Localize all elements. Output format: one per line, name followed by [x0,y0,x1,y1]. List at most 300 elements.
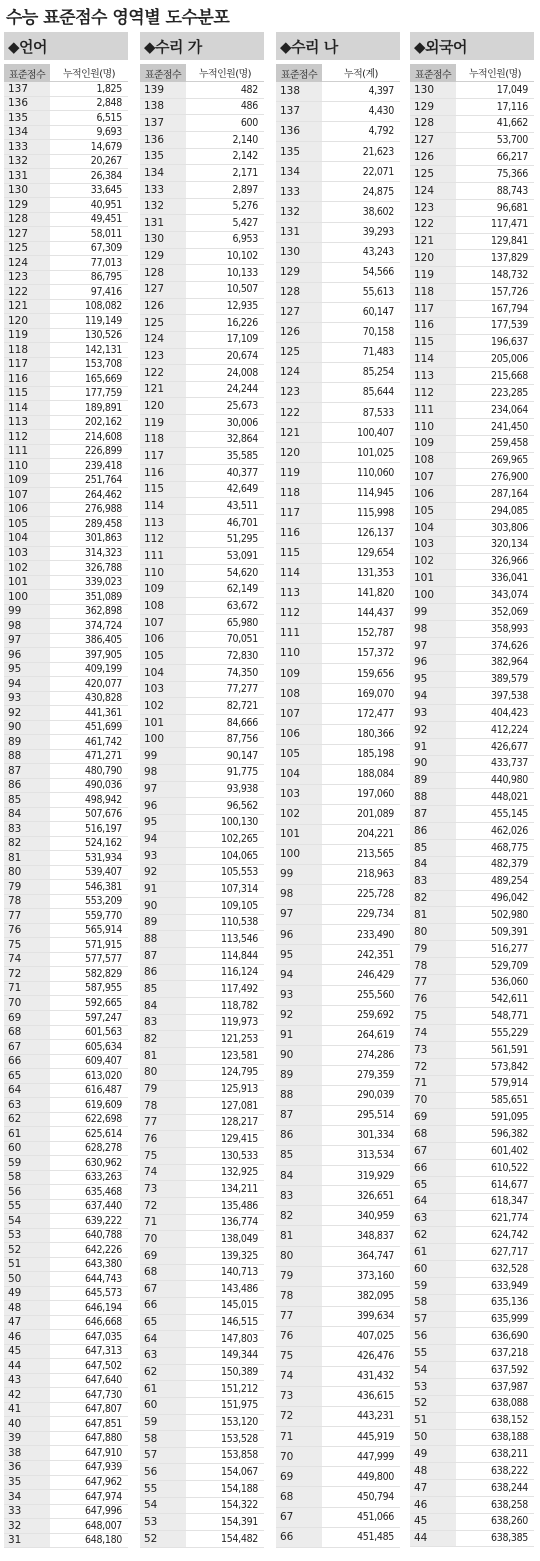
table-row [4,1214,128,1229]
score-cell: 75 [4,938,50,952]
score-cell: 118 [4,343,50,357]
cumulative-cell: 246,429 [357,968,394,981]
score-cell: 79 [140,1081,186,1097]
cumulative-cell: 616,487 [85,1084,122,1097]
cumulative-cell: 154,188 [221,1482,258,1495]
score-cell: 106 [276,725,322,744]
table-row [410,722,534,739]
table-row [140,282,264,299]
table-row [4,256,128,271]
score-cell: 102 [276,805,322,824]
table-row [4,1040,128,1055]
table-row [4,82,128,97]
table-row [4,401,128,416]
cumulative-cell: 110,538 [221,916,258,929]
table-row [4,1113,128,1128]
table-row [140,1048,264,1065]
score-cell: 130 [4,184,50,198]
cumulative-cell: 449,800 [357,1470,394,1483]
table-row [410,335,534,352]
table-row [140,915,264,932]
table-row [276,1447,400,1467]
table-row [4,953,128,968]
table-row [276,624,400,644]
cumulative-cell: 85,644 [362,386,394,399]
score-cell: 62 [410,1227,456,1243]
cumulative-cell: 635,136 [491,1296,528,1309]
score-cell: 125 [410,166,456,182]
table-row [410,116,534,133]
cumulative-cell: 144,437 [357,607,394,620]
table-body [276,82,400,1548]
cumulative-cell: 10,507 [226,283,258,296]
table-row [4,779,128,794]
table-row [276,584,400,604]
cumulative-cell: 70,051 [226,633,258,646]
table-row [4,1229,128,1244]
cumulative-cell: 66,217 [496,151,528,164]
cumulative-cell: 646,668 [85,1316,122,1329]
table-row [276,142,400,162]
table-row [140,482,264,499]
score-cell: 53 [410,1379,456,1395]
table-row [276,1387,400,1407]
table-row [140,615,264,632]
table-row [4,242,128,257]
score-cell: 61 [4,1127,50,1141]
score-cell: 117 [140,448,186,464]
cumulative-cell: 374,724 [85,619,122,632]
score-cell: 123 [410,200,456,216]
score-cell: 69 [4,1011,50,1025]
score-cell: 101 [4,576,50,590]
cumulative-cell: 536,060 [491,976,528,989]
cumulative-cell: 642,226 [85,1243,122,1256]
score-cell: 44 [4,1359,50,1373]
table-row [276,1106,400,1126]
cumulative-cell: 320,134 [491,538,528,551]
score-cell: 115 [140,482,186,498]
cumulative-cell: 468,775 [491,841,528,854]
cumulative-cell: 645,573 [85,1287,122,1300]
table-row [4,721,128,736]
table-row [140,1115,264,1132]
table-row [410,368,534,385]
table-row [4,1156,128,1171]
score-cell: 92 [276,1006,322,1025]
cumulative-cell: 127,081 [221,1099,258,1112]
cumulative-cell: 451,066 [357,1510,394,1523]
score-cell: 54 [4,1214,50,1228]
cumulative-cell: 251,764 [85,474,122,487]
score-cell: 139 [140,82,186,98]
score-cell: 36 [4,1461,50,1475]
cumulative-cell: 177,759 [85,387,122,400]
table-row [276,463,400,483]
score-cell: 46 [4,1330,50,1344]
cumulative-cell: 205,006 [491,353,528,366]
table-row [410,554,534,571]
table-row [4,1287,128,1302]
cumulative-cell: 577,577 [85,953,122,966]
table-row [410,419,534,436]
score-cell: 127 [410,133,456,149]
cumulative-cell: 409,199 [85,663,122,676]
table-row [140,565,264,582]
score-cell: 69 [140,1248,186,1264]
table-row [410,1413,534,1430]
table-row [276,263,400,283]
table-row [410,284,534,301]
score-cell: 88 [410,789,456,805]
cumulative-cell: 647,996 [85,1505,122,1518]
table-row [4,372,128,387]
cumulative-cell: 91,775 [226,766,258,779]
score-cell: 133 [140,182,186,198]
table-row [140,648,264,665]
table-row [140,1098,264,1115]
score-cell: 83 [276,1186,322,1205]
table-row [140,715,264,732]
cumulative-cell: 627,717 [491,1245,528,1258]
table-row [140,1181,264,1198]
score-cell: 87 [276,1106,322,1125]
cumulative-cell: 152,787 [357,627,394,640]
cumulative-cell: 188,084 [357,767,394,780]
cumulative-cell: 225,728 [357,888,394,901]
table-row [276,1347,400,1367]
table-row [140,898,264,915]
cumulative-cell: 132,925 [221,1166,258,1179]
cumulative-cell: 149,344 [221,1349,258,1362]
cumulative-cell: 213,565 [357,848,394,861]
score-cell: 56 [140,1464,186,1480]
cumulative-cell: 54,620 [226,566,258,579]
cumulative-cell: 638,211 [491,1448,528,1461]
table-row [410,1227,534,1244]
table-row [140,349,264,366]
table-row [276,1186,400,1206]
table-row [140,882,264,899]
score-cell: 39 [4,1432,50,1446]
cumulative-cell: 129,654 [357,547,394,560]
score-cell: 119 [4,329,50,343]
table-body [140,82,264,1548]
cumulative-cell: 637,440 [85,1200,122,1213]
score-cell: 111 [410,402,456,418]
score-cell: 110 [410,419,456,435]
cumulative-cell: 447,999 [357,1450,394,1463]
score-cell: 86 [276,1126,322,1145]
table-row [140,1464,264,1481]
score-cell: 52 [4,1243,50,1257]
cumulative-cell: 326,651 [357,1189,394,1202]
table-row [140,465,264,482]
score-cell: 71 [140,1215,186,1231]
column-header-cumulative: 누적인원(명) [50,64,128,82]
table-row [140,698,264,715]
cumulative-cell: 637,987 [491,1380,528,1393]
cumulative-cell: 4,792 [368,125,394,138]
cumulative-cell: 436,615 [357,1390,394,1403]
score-cell: 136 [140,132,186,148]
cumulative-cell: 218,963 [357,868,394,881]
score-cell: 126 [276,323,322,342]
score-cell: 57 [140,1448,186,1464]
cumulative-cell: 290,039 [357,1089,394,1102]
cumulative-cell: 20,267 [90,155,122,168]
score-cell: 78 [4,895,50,909]
cumulative-cell: 264,462 [85,488,122,501]
cumulative-cell: 640,788 [85,1229,122,1242]
score-cell: 82 [276,1206,322,1225]
score-cell: 84 [276,1166,322,1185]
score-cell: 135 [4,111,50,125]
cumulative-cell: 77,277 [226,683,258,696]
table-row [410,503,534,520]
cumulative-cell: 397,538 [491,690,528,703]
score-cell: 127 [276,303,322,322]
cumulative-cell: 373,160 [357,1269,394,1282]
cumulative-cell: 326,966 [491,555,528,568]
score-cell: 65 [140,1315,186,1331]
score-cell: 74 [276,1367,322,1386]
panel-3 [410,32,534,1556]
cumulative-cell: 614,677 [491,1178,528,1191]
score-cell: 88 [140,931,186,947]
table-row [4,1374,128,1389]
cumulative-cell: 451,699 [85,721,122,734]
table-row [140,432,264,449]
score-cell: 123 [4,271,50,285]
score-cell: 114 [276,564,322,583]
cumulative-cell: 450,794 [357,1490,394,1503]
cumulative-cell: 259,692 [357,1008,394,1021]
cumulative-cell: 489,254 [491,875,528,888]
cumulative-cell: 153,708 [85,358,122,371]
table-row [410,570,534,587]
score-cell: 87 [4,764,50,778]
score-cell: 33 [4,1505,50,1519]
score-cell: 32 [4,1519,50,1533]
cumulative-cell: 26,384 [90,169,122,182]
score-cell: 64 [140,1331,186,1347]
table-row [4,982,128,997]
cumulative-cell: 628,278 [85,1142,122,1155]
cumulative-cell: 97,416 [90,285,122,298]
cumulative-cell: 486 [240,100,258,113]
score-cell: 103 [4,547,50,561]
table-row [4,1446,128,1461]
score-cell: 93 [276,986,322,1005]
cumulative-cell: 14,679 [90,140,122,153]
table-row [140,1065,264,1082]
table-row [140,1198,264,1215]
cumulative-cell: 145,015 [221,1299,258,1312]
score-cell: 60 [4,1142,50,1156]
score-cell: 44 [410,1531,456,1547]
cumulative-cell: 10,133 [226,266,258,279]
score-cell: 56 [410,1328,456,1344]
score-cell: 115 [4,387,50,401]
score-cell: 63 [4,1098,50,1112]
table-row [410,823,534,840]
score-cell: 81 [276,1226,322,1245]
score-cell: 130 [410,82,456,98]
cumulative-cell: 389,579 [491,673,528,686]
table-row [4,155,128,170]
table-row [4,706,128,721]
table-row [4,1461,128,1476]
table-row [140,332,264,349]
table-row [4,169,128,184]
table-row [410,1211,534,1228]
table-row [410,200,534,217]
table-row [410,840,534,857]
table-row [276,544,400,564]
cumulative-cell: 609,407 [85,1055,122,1068]
cumulative-cell: 635,468 [85,1185,122,1198]
score-cell: 128 [140,265,186,281]
table-row [410,1076,534,1093]
table-row [4,590,128,605]
table-row [410,1177,534,1194]
column-header-score: 표준점수 [140,64,186,82]
table-row [140,548,264,565]
cumulative-cell: 93,938 [226,783,258,796]
score-cell: 51 [410,1413,456,1429]
panel-heading: ◆언어 [4,32,128,60]
table-row [4,1417,128,1432]
cumulative-cell: 63,672 [226,599,258,612]
table-row [140,132,264,149]
cumulative-cell: 441,361 [85,706,122,719]
table-row [276,283,400,303]
table-row [140,1231,264,1248]
score-cell: 125 [4,242,50,256]
table-row [410,82,534,99]
score-cell: 75 [410,1008,456,1024]
cumulative-cell: 58,011 [90,227,122,240]
cumulative-cell: 54,566 [362,265,394,278]
score-cell: 55 [4,1200,50,1214]
score-cell: 112 [276,604,322,623]
cumulative-cell: 314,323 [85,547,122,559]
score-cell: 88 [276,1086,322,1105]
cumulative-cell: 471,271 [85,750,122,763]
table-row [276,644,400,664]
cumulative-cell: 202,162 [85,416,122,429]
table-row [4,459,128,474]
score-cell: 111 [276,624,322,643]
score-cell: 124 [276,363,322,382]
score-cell: 132 [276,202,322,221]
cumulative-cell: 339,023 [85,576,122,589]
score-cell: 58 [140,1431,186,1447]
score-cell: 132 [4,155,50,169]
cumulative-cell: 647,974 [85,1490,122,1503]
cumulative-cell: 17,109 [226,333,258,346]
table-row [276,684,400,704]
table-row [140,365,264,382]
cumulative-cell: 154,322 [221,1499,258,1512]
cumulative-cell: 647,962 [85,1476,122,1488]
cumulative-cell: 154,391 [221,1516,258,1529]
table-row [140,215,264,232]
table-body [410,82,534,1548]
table-row [410,1379,534,1396]
cumulative-cell: 647,502 [85,1359,122,1372]
column-header-cumulative: 누적(계) [322,64,400,82]
score-cell: 53 [140,1514,186,1530]
cumulative-cell: 303,806 [491,521,528,534]
cumulative-cell: 426,476 [357,1350,394,1363]
table-row [140,682,264,699]
cumulative-cell: 587,955 [85,982,122,995]
cumulative-cell: 542,611 [491,993,528,1006]
cumulative-cell: 55,613 [362,286,394,299]
table-row [4,895,128,910]
score-cell: 122 [140,365,186,381]
table-row [4,808,128,823]
cumulative-cell: 582,829 [85,967,122,980]
cumulative-cell: 86,795 [90,271,122,284]
score-cell: 115 [410,335,456,351]
table-row [276,1508,400,1528]
cumulative-cell: 638,152 [491,1414,528,1427]
table-row [276,102,400,122]
table-row [4,1098,128,1113]
score-cell: 69 [276,1467,322,1486]
score-cell: 68 [410,1126,456,1142]
score-cell: 76 [410,992,456,1008]
score-cell: 121 [276,423,322,442]
score-cell: 121 [140,382,186,398]
table-row [4,1258,128,1273]
cumulative-cell: 10,102 [226,250,258,263]
score-cell: 117 [4,358,50,372]
table-row [4,329,128,344]
score-cell: 134 [4,126,50,140]
score-cell: 109 [410,436,456,452]
cumulative-cell: 39,293 [362,225,394,238]
score-cell: 95 [276,945,322,964]
score-cell: 66 [140,1298,186,1314]
table-row [276,604,400,624]
table-row [4,198,128,213]
score-cell: 132 [140,199,186,215]
table-row [276,1367,400,1387]
table-row [410,672,534,689]
table-row [276,1247,400,1267]
table-row [410,621,534,638]
table-row [410,1025,534,1042]
cumulative-cell: 426,677 [491,740,528,753]
score-cell: 120 [4,314,50,328]
table-row [276,1407,400,1427]
score-cell: 85 [140,981,186,997]
cumulative-cell: 157,726 [491,285,528,298]
table-row [410,891,534,908]
cumulative-cell: 647,807 [85,1403,122,1416]
table-row [276,323,400,343]
cumulative-cell: 647,035 [85,1330,122,1343]
score-cell: 50 [410,1430,456,1446]
score-cell: 86 [140,965,186,981]
cumulative-cell: 638,244 [491,1481,528,1494]
table-row [410,250,534,267]
cumulative-cell: 647,939 [85,1461,122,1474]
